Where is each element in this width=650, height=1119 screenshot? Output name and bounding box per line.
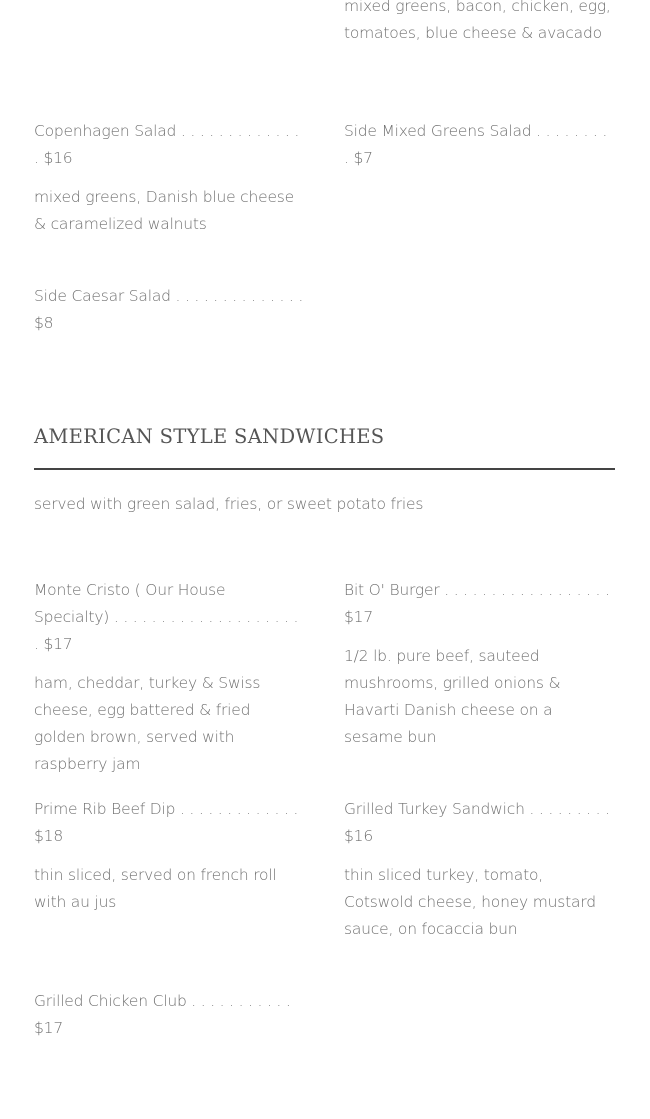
menu-item-name: Bit O' Burger . . . . . . . . . . . . . . . . . . $17: [344, 581, 610, 626]
menu-item-name: Prime Rib Beef Dip . . . . . . . . . . . . . $18: [34, 800, 299, 845]
menu-item-copenhagen-salad: [34, 118, 305, 238]
menu-item-grilled-turkey-sandwich: [344, 796, 615, 943]
menu-item-prime-rib-beef-dip: [34, 796, 305, 916]
menu-item-monte-cristo: [34, 577, 305, 778]
menu-item-description: ham, cheddar, turkey & Swiss cheese, egg battered & fried golden brown, served with raspberry jam: [34, 674, 261, 773]
menu-item-side-caesar-salad: [34, 283, 305, 337]
menu-item-name: Grilled Turkey Sandwich . . . . . . . . . $16: [344, 800, 610, 845]
menu-item-grilled-chicken-club: [34, 988, 305, 1042]
menu-item-description: thin sliced, served on french roll with au jus: [34, 866, 277, 911]
menu-item-description: mixed greens, Danish blue cheese & caramelized walnuts: [34, 188, 295, 233]
section-note: served with green salad, fries, or sweet potato fries: [34, 495, 424, 513]
menu-item-description: thin sliced turkey, tomato, Cotswold cheese, honey mustard sauce, on focaccia bun: [344, 866, 596, 938]
menu-item-name: Side Caesar Salad . . . . . . . . . . . . . . $8: [34, 287, 304, 332]
menu-item-name: Side Mixed Greens Salad . . . . . . . . . $7: [344, 122, 608, 167]
menu-item-name: Copenhagen Salad . . . . . . . . . . . . . . $16: [34, 122, 300, 167]
menu-item-side-mixed-greens-salad: [344, 118, 615, 172]
menu-item-bit-o-burger: [344, 577, 615, 751]
section-title: AMERICAN STYLE SANDWICHES: [34, 425, 385, 448]
salad-description-continued: mixed greens, bacon, chicken, egg, tomatoes, blue cheese & avacado: [344, 0, 611, 42]
section-divider: [34, 468, 615, 470]
menu-item-name: Monte Cristo ( Our House Specialty) . . . . . . . . . . . . . . . . . . . . . $17: [34, 581, 299, 653]
menu-item-description: 1/2 lb. pure beef, sauteed mushrooms, grilled onions & Havarti Danish cheese on a sesame bun: [344, 647, 561, 746]
menu-item-name: Grilled Chicken Club . . . . . . . . . . . $17: [34, 992, 291, 1037]
